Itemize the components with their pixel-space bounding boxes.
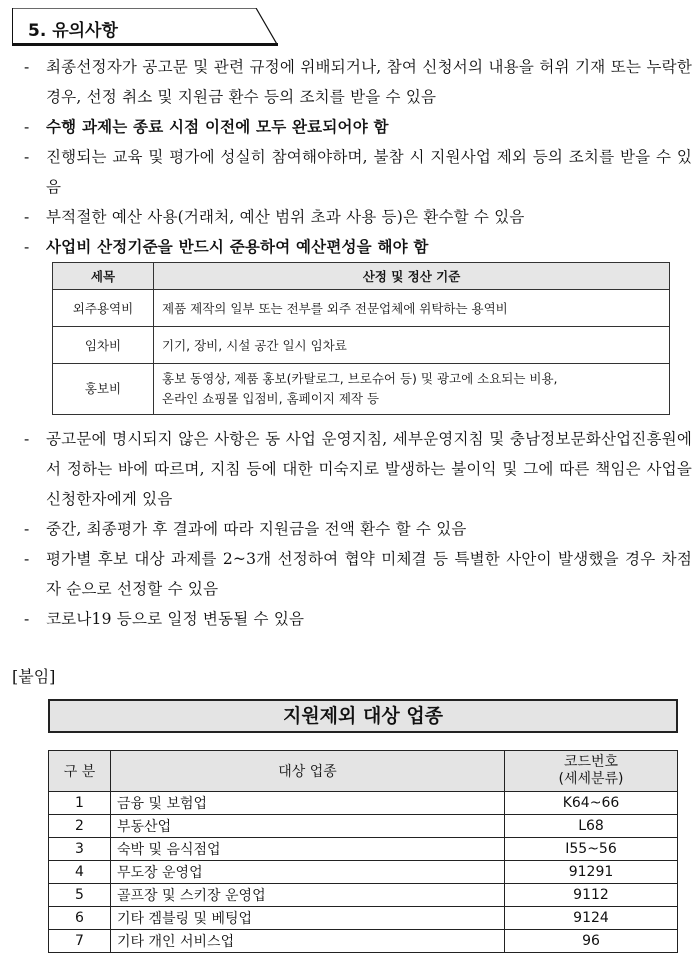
section-title: 5. 유의사항 xyxy=(28,21,118,41)
list-item xyxy=(24,112,692,142)
bullet-text: 부적절한 예산 사용(거래처, 예산 범위 초과 사용 등)은 환수할 수 있음 xyxy=(46,208,525,226)
code-header-line: 코드번호 xyxy=(563,754,619,770)
bullet-dash: - xyxy=(24,238,30,256)
name-cell: 기타 개인 서비스업 xyxy=(111,930,505,953)
list-item xyxy=(24,604,692,634)
code-cell: 9112 xyxy=(505,884,678,907)
bullet-text: 사업비 산정기준을 반드시 준용하여 예산편성을 해야 함 xyxy=(46,237,429,256)
attachment-label: [붙임] xyxy=(12,667,56,686)
column-header-item: 세목 xyxy=(53,263,154,290)
num-cell: 1 xyxy=(49,792,111,815)
table-row xyxy=(49,861,678,884)
name-cell: 숙박 및 음식점업 xyxy=(111,838,505,861)
table-row xyxy=(49,838,678,861)
table-row xyxy=(49,930,678,953)
code-cell: 96 xyxy=(505,930,678,953)
bullet-text: 최종선정자가 공고문 및 관련 규정에 위배되거나, 참여 신청서의 내용을 허위 기재 또는 누락한 경우, 선정 취소 및 지원금 환수 등의 조치를 받을 수 있음 xyxy=(46,58,692,106)
code-cell: I55~56 xyxy=(505,838,678,861)
list-item xyxy=(24,232,692,262)
desc-cell: 제품 제작의 일부 또는 전부를 외주 전문업체에 위탁하는 용역비 xyxy=(154,290,670,327)
bullet-dash: - xyxy=(24,118,30,136)
item-cell: 임차비 xyxy=(53,327,154,364)
table-row xyxy=(49,907,678,930)
table-row xyxy=(53,290,670,327)
code-cell: K64~66 xyxy=(505,792,678,815)
name-cell: 골프장 및 스키장 운영업 xyxy=(111,884,505,907)
bullet-text: 공고문에 명시되지 않은 사항은 동 사업 운영지침, 세부운영지침 및 충남정보문화산업진흥원에서 정하는 바에 따르며, 지침 등에 대한 미숙지로 발생하는 불이익 및 그에 따른 책임은 사업을 신청한자에게 있음 xyxy=(46,430,692,508)
bullet-text: 수행 과제는 종료 시점 이전에 모두 완료되어야 함 xyxy=(46,117,389,136)
name-cell: 부동산업 xyxy=(111,815,505,838)
num-cell: 2 xyxy=(49,815,111,838)
excluded-industry-table xyxy=(48,750,678,953)
bullet-text: 코로나19 등으로 일정 변동될 수 있음 xyxy=(46,610,305,628)
column-header-code xyxy=(505,751,678,792)
code-header-line: (세세분류) xyxy=(558,771,624,787)
code-cell: 9124 xyxy=(505,907,678,930)
desc-line: 홍보 동영상, 제품 홍보(카탈로그, 브로슈어 등) 및 광고에 소요되는 비용, xyxy=(162,371,558,386)
name-cell: 금융 및 보험업 xyxy=(111,792,505,815)
section-header xyxy=(12,8,278,46)
industry-table-title: 지원제외 대상 업종 xyxy=(48,699,678,733)
budget-criteria-table xyxy=(52,262,670,415)
name-cell: 기타 겜블링 및 베팅업 xyxy=(111,907,505,930)
list-item xyxy=(24,544,692,604)
bullet-text: 진행되는 교육 및 평가에 성실히 참여해야하며, 불참 시 지원사업 제외 등의 조치를 받을 수 있음 xyxy=(46,148,692,196)
bullet-dash: - xyxy=(24,208,30,226)
bullet-dash: - xyxy=(24,148,30,166)
bullet-text: 평가별 후보 대상 과제를 2~3개 선정하여 협약 미체결 등 특별한 사안이 발생했을 경우 차점자 순으로 선정할 수 있음 xyxy=(46,550,692,598)
column-header-name: 대상 업종 xyxy=(111,751,505,792)
bullet-dash: - xyxy=(24,610,30,628)
bullet-dash: - xyxy=(24,430,30,448)
num-cell: 5 xyxy=(49,884,111,907)
notice-list-top xyxy=(24,52,692,262)
item-cell: 외주용역비 xyxy=(53,290,154,327)
item-cell: 홍보비 xyxy=(53,364,154,415)
list-item xyxy=(24,202,692,232)
desc-cell xyxy=(154,364,670,415)
desc-line: 온라인 쇼핑몰 입점비, 홈페이지 제작 등 xyxy=(162,391,380,406)
table-row xyxy=(49,884,678,907)
bullet-dash: - xyxy=(24,550,30,568)
code-cell: 91291 xyxy=(505,861,678,884)
code-cell: L68 xyxy=(505,815,678,838)
table-row xyxy=(53,364,670,415)
num-cell: 7 xyxy=(49,930,111,953)
desc-cell: 기기, 장비, 시설 공간 일시 임차료 xyxy=(154,327,670,364)
table-header-row xyxy=(53,263,670,290)
bullet-dash: - xyxy=(24,520,30,538)
num-cell: 4 xyxy=(49,861,111,884)
num-cell: 6 xyxy=(49,907,111,930)
table-row xyxy=(49,815,678,838)
list-item xyxy=(24,424,692,514)
table-row xyxy=(49,792,678,815)
table-row xyxy=(53,327,670,364)
list-item xyxy=(24,52,692,112)
notice-list-bottom xyxy=(24,424,692,634)
column-header-num: 구 분 xyxy=(49,751,111,792)
name-cell: 무도장 운영업 xyxy=(111,861,505,884)
list-item xyxy=(24,142,692,202)
column-header-criteria: 산정 및 정산 기준 xyxy=(154,263,670,290)
bullet-text: 중간, 최종평가 후 결과에 따라 지원금을 전액 환수 할 수 있음 xyxy=(46,520,467,538)
num-cell: 3 xyxy=(49,838,111,861)
table-header-row xyxy=(49,751,678,792)
list-item xyxy=(24,514,692,544)
bullet-dash: - xyxy=(24,58,30,76)
